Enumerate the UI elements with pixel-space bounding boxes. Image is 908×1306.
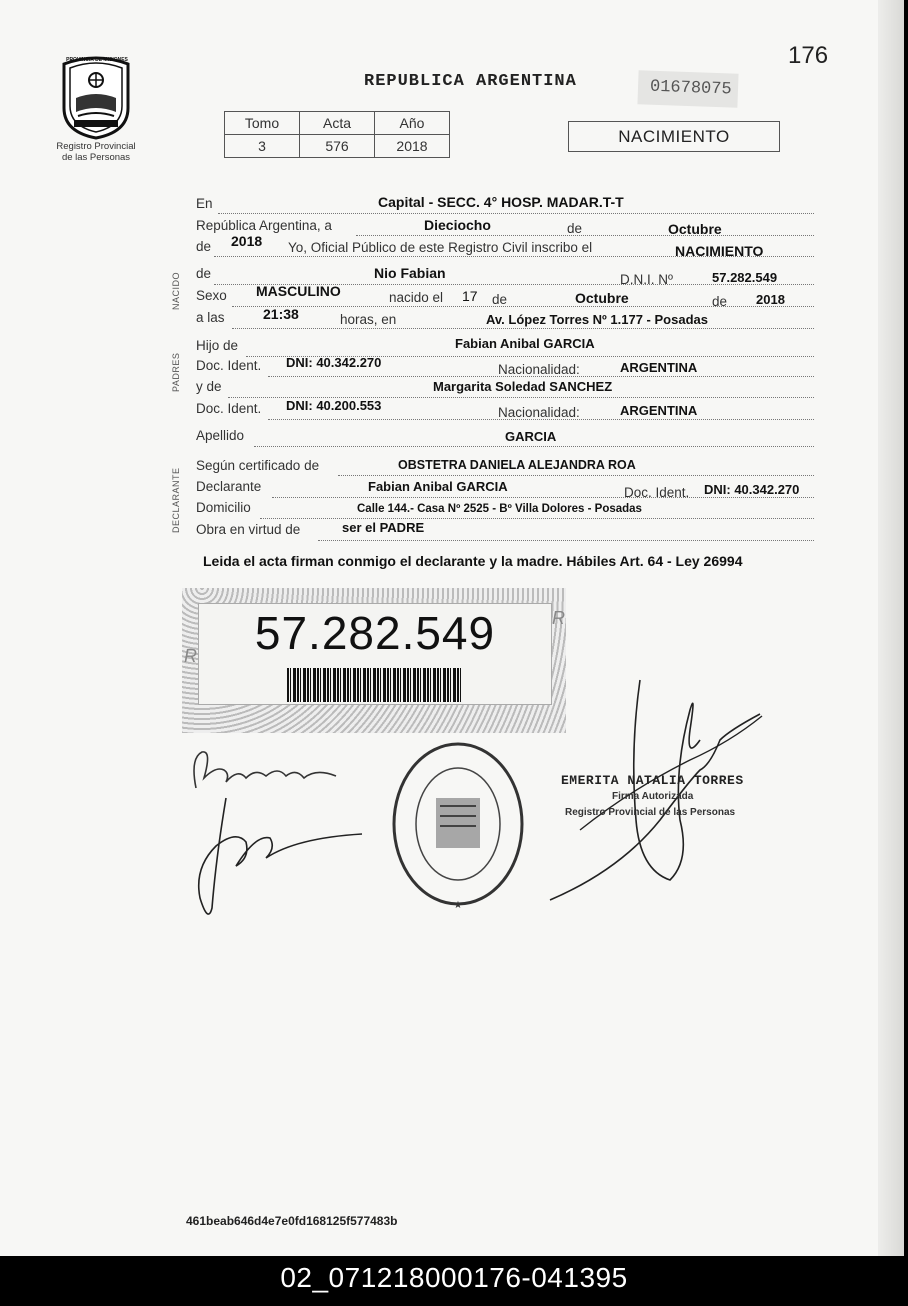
- record-type-box: NACIMIENTO: [568, 121, 780, 152]
- line-republica: [356, 235, 814, 236]
- label-y-de: y de: [196, 379, 222, 394]
- field-place: Capital - SECC. 4° HOSP. MADAR.T-T: [378, 194, 624, 210]
- label-de-birth-year: de: [712, 294, 728, 309]
- country-title: REPUBLICA ARGENTINA: [364, 72, 577, 91]
- side-label-nacido: NACIDO: [171, 271, 181, 310]
- reading-note: Leida el acta firman conmigo el declarante y la madre. Hábiles Art. 64 - Ley 26994: [203, 553, 743, 569]
- label-de-birth-month: de: [492, 292, 508, 307]
- field-dni: 57.282.549: [712, 270, 778, 285]
- label-en: En: [196, 196, 213, 211]
- label-republica: República Argentina, a: [196, 218, 332, 233]
- record-header-tomo: Tomo: [225, 112, 300, 135]
- label-obra-en-virtud: Obra en virtud de: [196, 522, 301, 537]
- line-obra: [318, 540, 814, 541]
- label-de-name: de: [196, 266, 212, 281]
- record-anio: 2018: [375, 135, 450, 158]
- record-tomo: 3: [225, 135, 300, 158]
- field-by-virtue-of: ser el PADRE: [342, 520, 425, 535]
- label-nacionalidad-father: Nacionalidad:: [498, 362, 580, 377]
- footer-code: 02_071218000176-041395: [280, 1262, 628, 1293]
- sticker-number: 57.282.549: [254, 607, 496, 659]
- page-number: 176: [788, 42, 829, 69]
- field-father-nationality: ARGENTINA: [620, 360, 698, 375]
- label-doc-father: Doc. Ident.: [196, 358, 262, 373]
- label-apellido: Apellido: [196, 428, 245, 443]
- line-domicilio: [260, 518, 814, 519]
- registry-stamp-icon: [388, 736, 528, 916]
- field-father-doc: DNI: 40.342.270: [286, 355, 382, 370]
- label-dni: D.N.I. Nº: [620, 272, 673, 287]
- field-name: Nio Fabian: [374, 265, 446, 281]
- field-year: 2018: [231, 233, 263, 249]
- field-birth-time: 21:38: [263, 306, 299, 322]
- field-mother-doc: DNI: 40.200.553: [286, 398, 382, 413]
- record-acta: 576: [300, 135, 375, 158]
- label-declarante: Declarante: [196, 479, 262, 494]
- field-address: Calle 144.- Casa Nº 2525 - Bº Villa Dolores - Posadas: [357, 503, 642, 515]
- line-apellido: [254, 446, 814, 447]
- declarant-signature-icon: [186, 738, 366, 928]
- field-father-name: Fabian Anibal GARCIA: [455, 336, 595, 351]
- label-domicilio: Domicilio: [196, 500, 251, 515]
- serial-stamp: [637, 70, 738, 107]
- label-yo-oficial: Yo, Oficial Público de este Registro Civil inscribo el: [288, 240, 593, 255]
- sticker-r-left-icon: R: [184, 646, 197, 666]
- field-mother-nationality: ARGENTINA: [620, 403, 698, 418]
- side-label-padres: PADRES: [171, 352, 181, 392]
- field-act: NACIMIENTO: [675, 243, 764, 259]
- field-declarant-name: Fabian Anibal GARCIA: [368, 479, 508, 494]
- official-name: EMERITA NATALIA TORRES: [561, 773, 744, 788]
- field-birth-year: 2018: [756, 292, 785, 307]
- registry-label: [40, 141, 152, 163]
- field-mother-name: Margarita Soledad SANCHEZ: [433, 379, 613, 394]
- official-organization: Registro Provincial de las Personas: [565, 807, 736, 818]
- line-en: [218, 213, 814, 214]
- field-birth-month: Octubre: [575, 290, 629, 306]
- label-doc-declarant: Doc. Ident.: [624, 485, 690, 500]
- label-doc-mother: Doc. Ident.: [196, 401, 262, 416]
- label-hijo-de: Hijo de: [196, 338, 239, 353]
- province-seal-icon: [56, 54, 136, 140]
- barcode-icon: [287, 668, 463, 702]
- field-day: Dieciocho: [424, 217, 491, 233]
- label-a-las: a las: [196, 310, 225, 325]
- label-nacionalidad-mother: Nacionalidad:: [498, 405, 580, 420]
- side-label-declarante: DECLARANTE: [171, 467, 181, 533]
- stamp-lettering: [400, 920, 520, 921]
- label-de-year: de: [196, 239, 212, 254]
- record-header-acta: Acta: [300, 112, 375, 135]
- field-certificate-by: OBSTETRA DANIELA ALEJANDRA ROA: [398, 458, 636, 472]
- page-edge: [878, 0, 904, 1256]
- line-a-las: [232, 328, 814, 329]
- label-segun-certificado: Según certificado de: [196, 458, 320, 473]
- dni-sticker: [182, 588, 566, 733]
- dni-sticker-panel: [198, 603, 552, 705]
- label-sexo: Sexo: [196, 288, 227, 303]
- field-declarant-doc: DNI: 40.342.270: [704, 482, 800, 497]
- label-de-month: de: [567, 221, 583, 236]
- document-hash: 461beab646d4e7e0fd168125f577483b: [186, 1214, 398, 1228]
- sticker-r-right-icon: R: [552, 608, 565, 628]
- line-declarante: [272, 497, 814, 498]
- seal-lettering: PROVINCIA DE MISIONES: [66, 57, 128, 63]
- line-certificado: [338, 475, 814, 476]
- field-sex: MASCULINO: [256, 283, 341, 299]
- svg-text:★: ★: [453, 900, 463, 911]
- official-role: Firma Autorizada: [612, 791, 694, 802]
- field-surname: GARCIA: [505, 429, 557, 444]
- registry-label-line2: de las Personas: [61, 152, 131, 163]
- record-table: [224, 111, 450, 158]
- label-horas-en: horas, en: [340, 312, 397, 327]
- record-table-header: [225, 112, 450, 135]
- serial-number: 01678075: [649, 77, 732, 100]
- record-header-anio: Año: [375, 112, 450, 135]
- field-birth-day: 17: [462, 288, 478, 304]
- label-nacido-el: nacido el: [389, 290, 444, 305]
- record-table-row: [225, 135, 450, 158]
- field-birth-place: Av. López Torres Nº 1.177 - Posadas: [486, 312, 708, 327]
- registry-label-line1: Registro Provincial: [56, 141, 136, 152]
- field-month: Octubre: [668, 221, 722, 237]
